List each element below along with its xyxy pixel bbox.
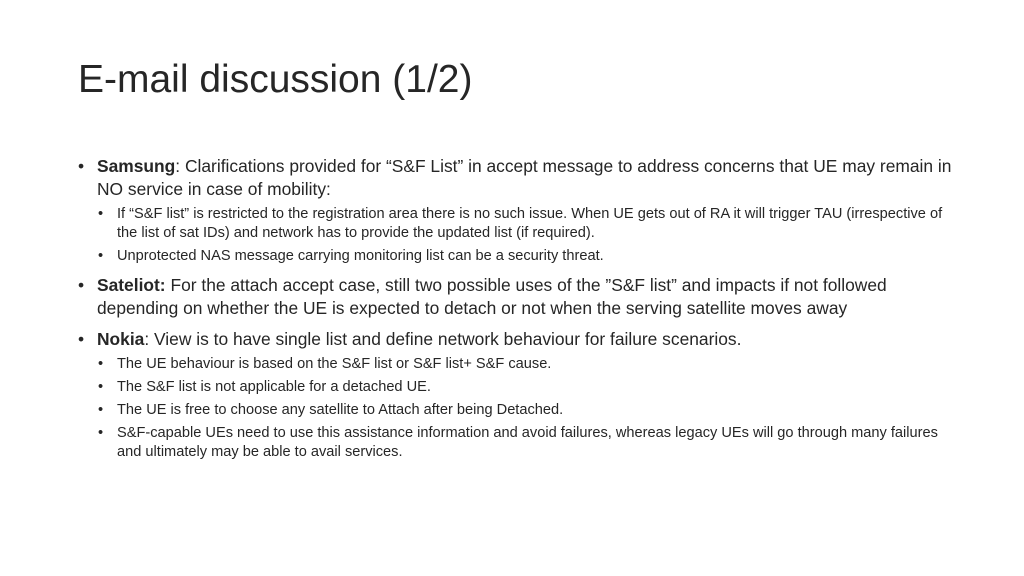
sub-bullet-item bbox=[78, 355, 958, 374]
bullet-item-text: For the attach accept case, still two possible uses of the ”S&F list” and impacts if not followed depending on whether the UE is expected to detach or not when the serving satellite moves away bbox=[97, 275, 887, 318]
bullet-item-samsung bbox=[78, 155, 958, 266]
sub-bullet-text: Unprotected NAS message carrying monitoring list can be a security threat. bbox=[117, 248, 604, 264]
bullet-icon: • bbox=[78, 156, 85, 176]
sub-bullet-item bbox=[78, 378, 958, 397]
bullet-item-head: Samsung bbox=[97, 156, 176, 176]
sub-bullet-text: The UE behaviour is based on the S&F list or S&F list+ S&F cause. bbox=[117, 356, 552, 372]
bullet-icon: • bbox=[78, 329, 85, 349]
sub-bullet-item bbox=[78, 205, 958, 243]
sub-bullet-item bbox=[78, 247, 958, 266]
sub-bullet-item bbox=[78, 401, 958, 420]
sub-bullet-text: S&F-capable UEs need to use this assistance information and avoid failures, whereas legacy UEs will go through many failures and ultimately may be able to avail services. bbox=[117, 425, 938, 460]
bullet-icon: • bbox=[78, 275, 85, 295]
sub-bullet-item bbox=[78, 424, 958, 462]
bullet-item-head: Sateliot: bbox=[97, 275, 166, 295]
bullet-icon: • bbox=[98, 356, 104, 372]
sub-bullet-text: The S&F list is not applicable for a detached UE. bbox=[117, 379, 431, 395]
bullet-item-nokia bbox=[78, 328, 958, 462]
bullet-icon: • bbox=[98, 402, 104, 418]
slide-title: E-mail discussion (1/2) bbox=[78, 58, 473, 101]
bullet-item-text: : View is to have single list and define network behaviour for failure scenarios. bbox=[144, 329, 742, 349]
bullet-item-sateliot bbox=[78, 274, 958, 320]
bullet-item-head: Nokia bbox=[97, 329, 145, 349]
slide-content bbox=[78, 155, 958, 470]
bullet-icon: • bbox=[98, 206, 104, 222]
bullet-icon: • bbox=[98, 425, 104, 441]
sub-bullet-list bbox=[97, 205, 958, 266]
sub-bullet-list bbox=[97, 355, 958, 462]
bullet-icon: • bbox=[98, 379, 104, 395]
sub-bullet-text: If “S&F list” is restricted to the registration area there is no such issue. When UE gets out of RA it will trigger TAU (irrespective of the list of sat IDs) and network has to provide the updated list (if required). bbox=[117, 206, 943, 241]
bullet-item-text: : Clarifications provided for “S&F List” in accept message to address concerns that UE may remain in NO service in case of mobility: bbox=[97, 156, 952, 199]
sub-bullet-text: The UE is free to choose any satellite to Attach after being Detached. bbox=[117, 402, 564, 418]
bullet-icon: • bbox=[98, 248, 104, 264]
